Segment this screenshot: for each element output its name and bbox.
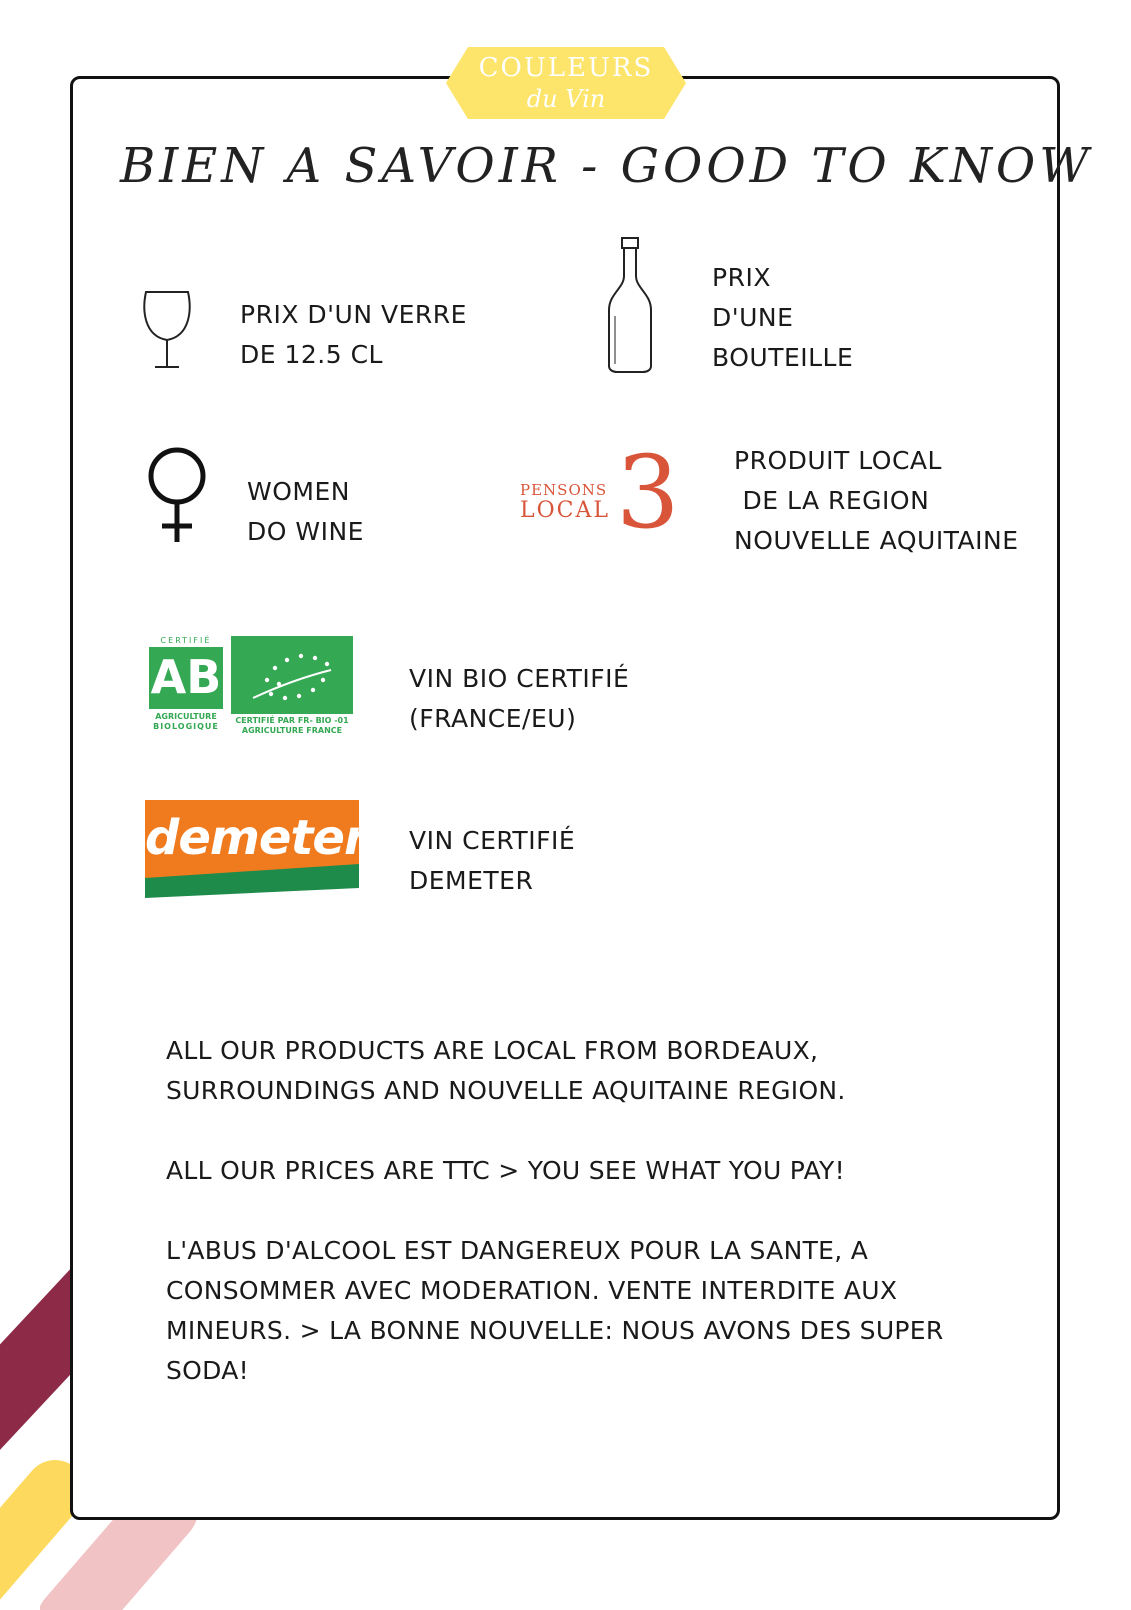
women-label-line2: DO WINE	[247, 517, 364, 546]
demeter-logo	[145, 800, 367, 900]
bio-label-line1: VIN BIO CERTIFIÉ	[409, 664, 630, 693]
local-label-line3: NOUVELLE AQUITAINE	[734, 526, 1019, 555]
bio-label-line2: (FRANCE/EU)	[409, 704, 577, 733]
organic-certification-logos	[149, 636, 354, 736]
eu-stars-leaf-icon	[231, 636, 353, 714]
paragraph-alcohol-line2: CONSOMMER AVEC MODERATION. VENTE INTERDITE AUX	[166, 1276, 898, 1305]
eu-text-line2: AGRICULTURE FRANCE	[241, 726, 343, 735]
ab-bottom-text2: BIOLOGIQUE	[153, 722, 219, 731]
paragraph-local-line2: SURROUNDINGS AND NOUVELLE AQUITAINE REGION.	[166, 1076, 846, 1105]
eu-organic-logo	[231, 636, 353, 736]
demeter-label-line1: VIN CERTIFIÉ	[409, 826, 576, 855]
glass-label-line1: PRIX D'UN VERRE	[240, 300, 467, 329]
ab-letters: AB	[150, 650, 222, 704]
eu-text-line1: CERTIFIÉ PAR FR- BIO -01	[235, 716, 349, 725]
paragraph-alcohol-line1: L'ABUS D'ALCOOL EST DANGEREUX POUR LA SANTE, A	[166, 1236, 869, 1265]
paragraph-prices: ALL OUR PRICES ARE TTC > YOU SEE WHAT YOU PAY!	[166, 1156, 845, 1185]
couleurs-du-vin-logo	[446, 47, 686, 119]
ab-bottom-text1: AGRICULTURE	[155, 712, 217, 721]
paragraph-local-line1: ALL OUR PRODUCTS ARE LOCAL FROM BORDEAUX,	[166, 1036, 819, 1065]
wine-bottle-icon	[605, 236, 655, 376]
local-text: LOCAL	[520, 498, 610, 523]
eu-leaf-square	[231, 636, 353, 714]
bottle-label-line1: PRIX	[712, 263, 771, 292]
paragraph-alcohol-line4: SODA!	[166, 1356, 249, 1385]
pensons-local-logo	[520, 434, 682, 551]
paragraph-alcohol-line3: MINEURS. > LA BONNE NOUVELLE: NOUS AVONS DES SUPER	[166, 1316, 944, 1345]
demeter-label-line2: DEMETER	[409, 866, 534, 895]
logo-brand-text: COULEURS	[478, 53, 654, 83]
local-label-line1: PRODUIT LOCAL	[734, 446, 942, 475]
ab-top-text: CERTIFIÉ	[160, 636, 212, 645]
women-label-line1: WOMEN	[247, 477, 350, 506]
glass-label-line2: DE 12.5 CL	[240, 340, 383, 369]
female-symbol-icon	[144, 446, 210, 546]
wine-glass-icon	[138, 288, 198, 374]
pensons-text: PENSONS	[520, 481, 608, 499]
page-title: BIEN A SAVOIR - GOOD TO KNOW	[120, 138, 1093, 194]
local-label-line2: DE LA REGION	[734, 486, 930, 515]
demeter-logo-text: demeter	[145, 810, 367, 866]
logo-sub-text: du Vin	[526, 85, 606, 113]
ab-logo	[149, 636, 223, 736]
thirty-three-mark: 3	[616, 434, 680, 551]
bottle-label-line2: D'UNE	[712, 303, 794, 332]
bottle-label-line3: BOUTEILLE	[712, 343, 854, 372]
